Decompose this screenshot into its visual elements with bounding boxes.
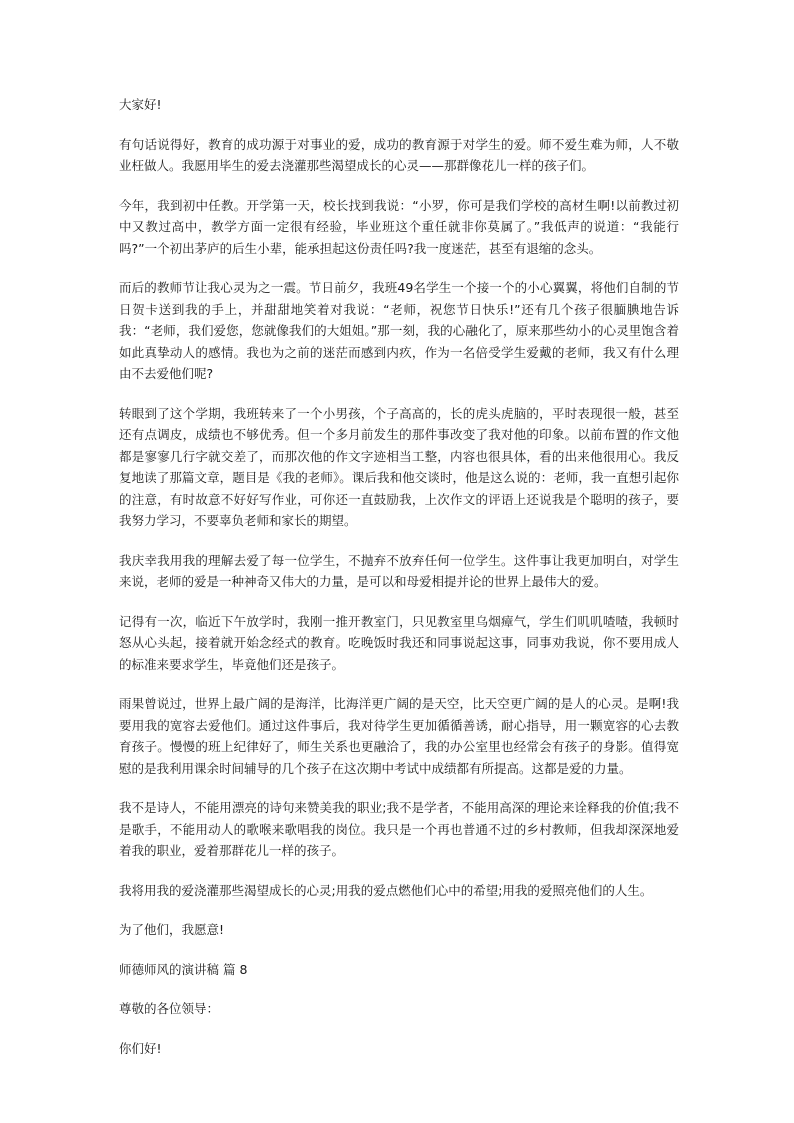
paragraph: 雨果曾说过，世界上最广阔的是海洋，比海洋更广阔的是天空，比天空更广阔的是人的心灵。是啊!我要用我的宽容去爱他们。通过这件事后，我对待学生更加循循善诱，耐心指导，用一颗宽容的心去教育孩子。慢慢的班上纪律好了，师生关系也更融洽了，我的办公室里也经常会有孩子的身影。值得宽慰的是我利用课余时间辅导的几个孩子在这次期中考试中成绩都有所提高。这都是爱的力量。 bbox=[119, 696, 679, 776]
paragraph: 记得有一次，临近下午放学时，我刚一推开教室门，只见教室里乌烟瘴气，学生们叽叽喳喳，我顿时怒从心头起，接着就开始念经式的教育。吃晚饭时我还和同事说起这事，同事劝我说，你不要用成人的标准来要求学生，毕竟他们还是孩子。 bbox=[119, 613, 679, 672]
paragraph: 我将用我的爱浇灌那些渴望成长的心灵;用我的爱点燃他们心中的希望;用我的爱照亮他们的人生。 bbox=[119, 882, 653, 898]
paragraph: 而后的教师节让我心灵为之一震。节日前夕，我班49名学生一个接一个的小心翼翼，将他们自制的节日贺卡送到我的手上，并甜甜地笑着对我说：“老师，祝您节日快乐!”还有几个孩子很腼腆地告诉我：“老师，我们爱您，您就像我们的大姐姐。”那一刻，我的心融化了，原来那些幼小的心灵里饱含着如此真挚动人的感情。我也为之前的迷茫而感到内疚，作为一名倍受学生爱戴的老师，我又有什么理由不去爱他们呢? bbox=[119, 280, 679, 381]
document-body bbox=[119, 94, 679, 1077]
paragraph: 转眼到了这个学期，我班转来了一个小男孩，个子高高的，长的虎头虎脑的，平时表现很一般，甚至还有点调皮，成绩也不够优秀。但一个多月前发生的那件事改变了我对他的印象。以前布置的作文他都是寥寥几行字就交差了，而那次他的作文字迹相当工整，内容也很具体，看的出来他很用心。我反复地读了那篇文章，题目是《我的老师》。课后我和他交谈时，他是这么说的：老师，我一直想引起你的注意，有时故意不好好写作业，可你还一直鼓励我，上次作文的评语上还说我是个聪明的孩子，要我努力学习，不要辜负老师和家长的期望。 bbox=[119, 405, 679, 528]
salutation: 尊敬的各位领导： bbox=[119, 1001, 220, 1016]
paragraph: 为了他们，我愿意! bbox=[119, 922, 225, 937]
greeting: 大家好! bbox=[119, 97, 162, 112]
paragraph: 我庆幸我用我的理解去爱了每一位学生，不抛弃不放弃任何一位学生。这件事让我更加明白，对学生来说，老师的爱是一种神奇又伟大的力量，是可以和母爱相提并论的世界上最伟大的爱。 bbox=[119, 552, 679, 589]
greeting: 你们好! bbox=[119, 1040, 162, 1056]
section-heading: 师德师风的演讲稿 篇 8 bbox=[119, 961, 248, 977]
paragraph: 我不是诗人，不能用漂亮的诗句来赞美我的职业;我不是学者，不能用高深的理论来诠释我的价值;我不是歌手，不能用动人的歌喉来歌唱我的岗位。我只是一个再也普通不过的乡村教师，但我却深深地爱着我的职业，爱着那群花儿一样的孩子。 bbox=[119, 800, 679, 858]
paragraph: 今年，我到初中任教。开学第一天，校长找到我说：“小罗，你可是我们学校的高材生啊!以前教过初中又教过高中，教学方面一定很有经验，毕业班这个重任就非你莫属了。”我低声的说道：“我能行吗?”一个初出茅庐的后生小辈，能承担起这份责任吗?我一度迷茫，甚至有退缩的念头。 bbox=[119, 197, 679, 256]
paragraph: 有句话说得好，教育的成功源于对事业的爱，成功的教育源于对学生的爱。师不爱生难为师，人不敬业枉做人。我愿用毕生的爱去浇灌那些渴望成长的心灵——那群像花儿一样的孩子们。 bbox=[119, 136, 679, 173]
